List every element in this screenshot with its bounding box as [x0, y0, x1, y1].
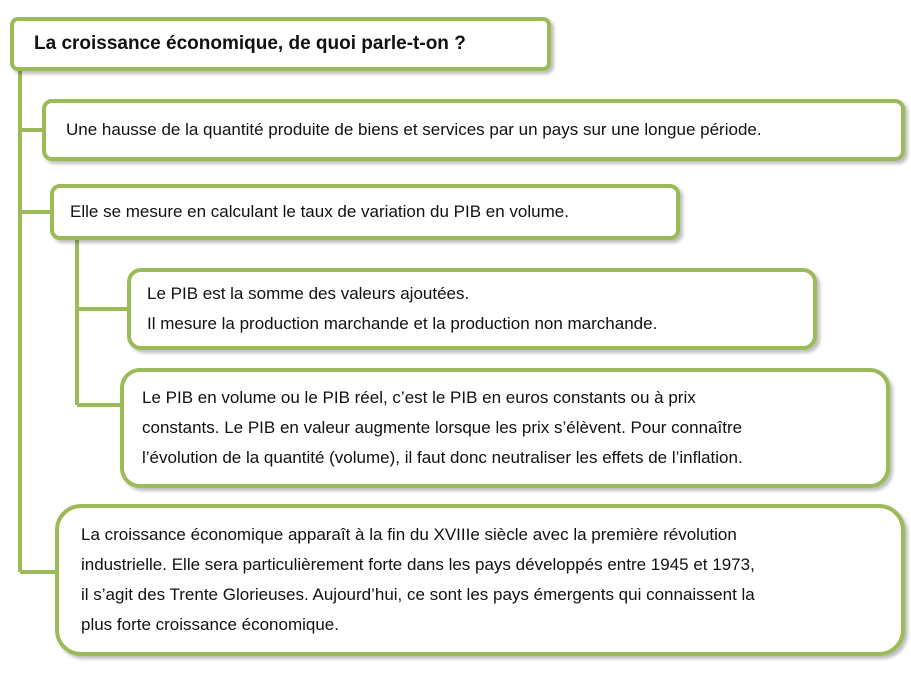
node-mesure-text: Elle se mesure en calculant le taux de variation du PIB en volume.: [70, 202, 569, 221]
node-histoire-text: La croissance économique apparaît à la fin du XVIIIe siècle avec la première révolution industrielle. Elle sera particulièrement forte dans les pays développés entre 1945 et 1973, il s’agit des Trente Glorieuses. Aujourd’hui, ce sont les pays émergents qui connaissent la plus forte croissance économique.: [81, 525, 755, 634]
node-pib: [127, 268, 817, 350]
diagram-title: [10, 17, 551, 71]
node-mesure: [50, 184, 680, 240]
node-pib-volume: [120, 368, 890, 488]
node-pib-volume-text: Le PIB en volume ou le PIB réel, c’est le PIB en euros constants ou à prix constants. Le PIB en valeur augmente lorsque les prix s’élèvent. Pour connaître l’évolution de la quantité (volume), il faut donc neutraliser les effets de l’inflation.: [142, 388, 743, 467]
node-definition: [42, 99, 905, 161]
node-definition-text: Une hausse de la quantité produite de biens et services par un pays sur une longue période.: [66, 120, 762, 139]
node-pib-text: Le PIB est la somme des valeurs ajoutées. Il mesure la production marchande et la production non marchande.: [147, 284, 658, 333]
node-histoire: [55, 504, 905, 656]
diagram-title-text: La croissance économique, de quoi parle-t-on ?: [34, 33, 466, 54]
